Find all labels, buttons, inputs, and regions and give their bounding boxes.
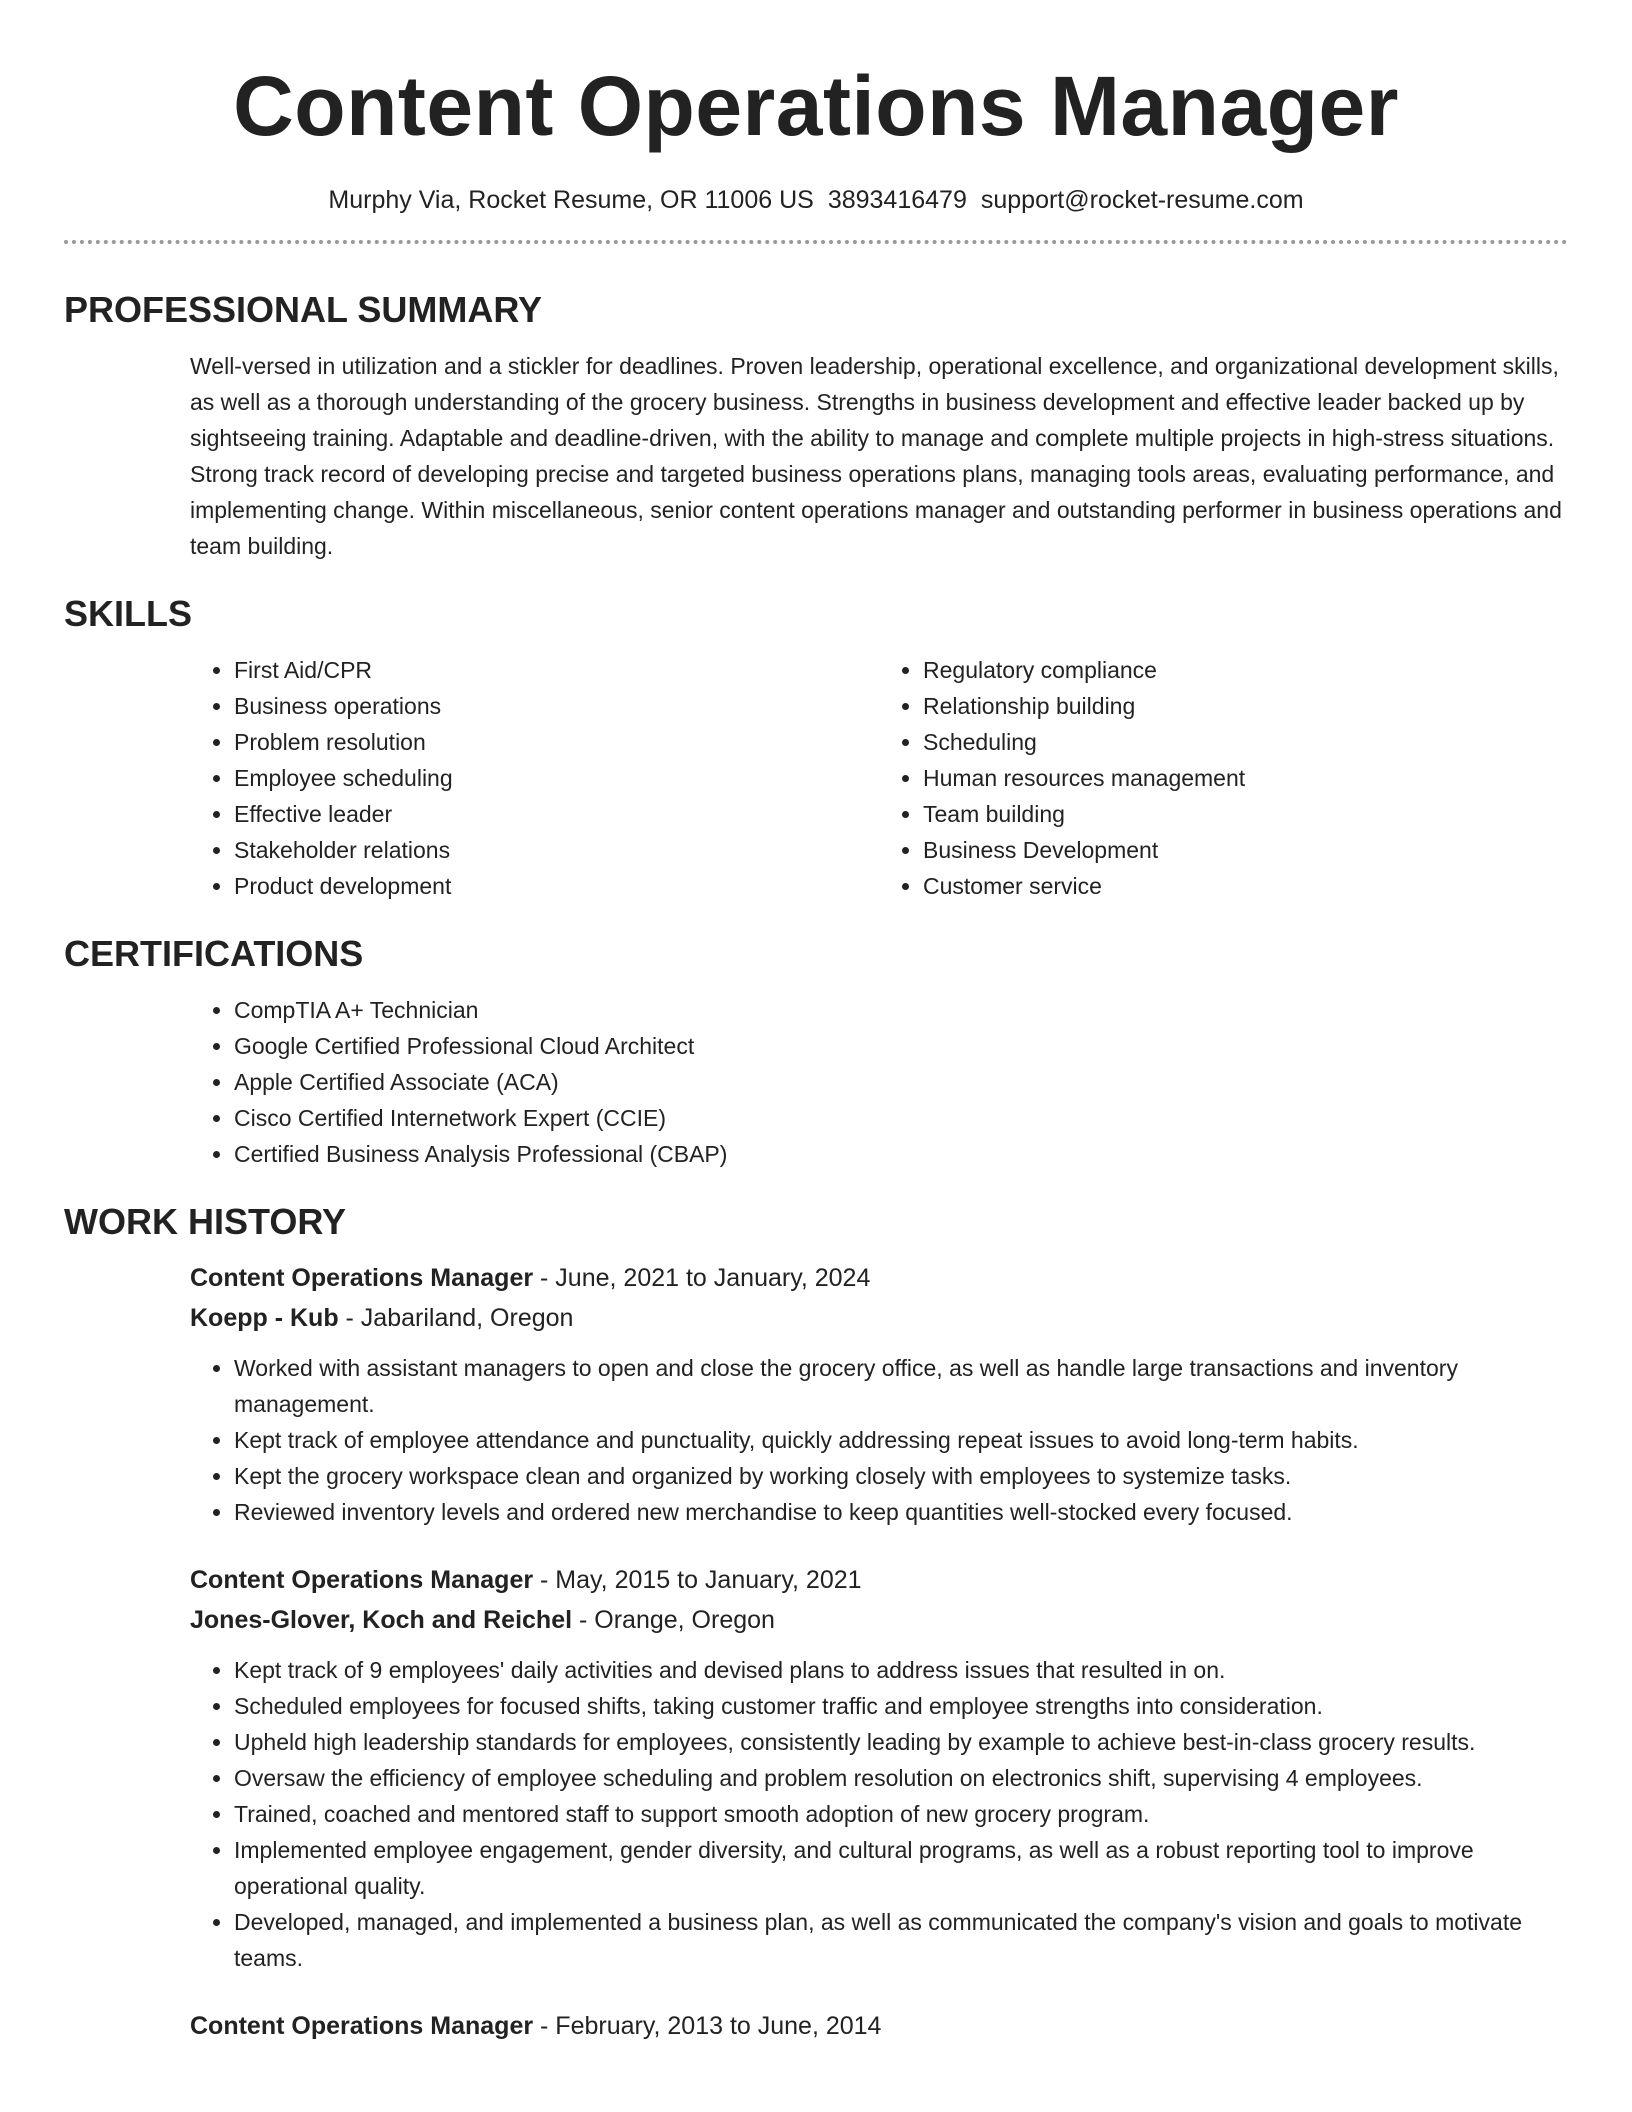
skill-item: • Stakeholder relations <box>234 832 879 868</box>
job-company-line <box>190 1298 1568 1338</box>
job-company: Koepp - Kub <box>190 1304 339 1332</box>
skill-item: • Employee scheduling <box>234 760 879 796</box>
job-dates: - May, 2015 to January, 2021 <box>533 1566 862 1594</box>
contact-address: Murphy Via, Rocket Resume, OR 11006 US <box>328 186 814 214</box>
skill-item: • Business operations <box>234 688 879 724</box>
job-bullet: • Reviewed inventory levels and ordered new merchandise to keep quantities well-stocked every focused. <box>234 1494 1568 1530</box>
job-location: - Jabariland, Oregon <box>338 1304 574 1332</box>
skill-item: • Regulatory compliance <box>923 652 1568 688</box>
skills-heading: SKILLS <box>64 593 193 634</box>
job-bullet: • Kept the grocery workspace clean and organized by working closely with employees to systemize tasks. <box>234 1458 1568 1494</box>
job-title-line <box>190 1560 1568 1600</box>
skill-item: • First Aid/CPR <box>234 652 879 688</box>
job-title-line <box>190 2006 1568 2046</box>
certification-item: • Google Certified Professional Cloud Architect <box>234 1028 1568 1064</box>
job-bullets <box>190 1652 1568 1976</box>
work-history-heading: WORK HISTORY <box>64 1201 347 1242</box>
job-entry <box>190 1560 1568 1976</box>
job-bullet: • Oversaw the efficiency of employee scheduling and problem resolution on electronics shift, supervising 4 employees. <box>234 1760 1568 1796</box>
job-bullet: • Upheld high leadership standards for employees, consistently leading by example to achieve best-in-class grocery results. <box>234 1724 1568 1760</box>
job-bullet: • Kept track of 9 employees' daily activities and devised plans to address issues that resulted in on. <box>234 1652 1568 1688</box>
skill-item: • Scheduling <box>923 724 1568 760</box>
contact-line <box>64 184 1568 216</box>
job-dates: - February, 2013 to June, 2014 <box>533 2012 882 2040</box>
job-bullet: • Worked with assistant managers to open and close the grocery office, as well as handle large transactions and inventory management. <box>234 1350 1568 1422</box>
certification-item: • Apple Certified Associate (ACA) <box>234 1064 1568 1100</box>
job-company-line <box>190 1600 1568 1640</box>
skill-item: • Problem resolution <box>234 724 879 760</box>
resume-name: Content Operations Manager <box>233 59 1399 153</box>
job-company: Jones-Glover, Koch and Reichel <box>190 1606 573 1634</box>
job-entry <box>190 1258 1568 1530</box>
skill-item: • Customer service <box>923 868 1568 904</box>
certification-item: • Certified Business Analysis Professional (CBAP) <box>234 1136 1568 1172</box>
job-title-line <box>190 1258 1568 1298</box>
skill-item: • Team building <box>923 796 1568 832</box>
job-bullet: • Kept track of employee attendance and punctuality, quickly addressing repeat issues to avoid long-term habits. <box>234 1422 1568 1458</box>
job-entry <box>190 2006 1568 2046</box>
summary-heading: PROFESSIONAL SUMMARY <box>64 289 543 330</box>
skill-item: • Product development <box>234 868 879 904</box>
job-location: - Orange, Oregon <box>572 1606 775 1634</box>
job-bullets <box>190 1350 1568 1530</box>
skills-column-right <box>879 652 1568 904</box>
skill-item: • Effective leader <box>234 796 879 832</box>
job-bullet: • Trained, coached and mentored staff to support smooth adoption of new grocery program. <box>234 1796 1568 1832</box>
header-divider <box>64 240 1568 244</box>
job-title: Content Operations Manager <box>190 1264 534 1292</box>
resume-page <box>64 0 1568 2046</box>
job-dates: - June, 2021 to January, 2024 <box>533 1264 871 1292</box>
job-title: Content Operations Manager <box>190 2012 534 2040</box>
certifications-list <box>190 992 1568 1172</box>
skill-item: • Relationship building <box>923 688 1568 724</box>
job-title: Content Operations Manager <box>190 1566 534 1594</box>
contact-phone: 3893416479 <box>827 186 967 214</box>
contact-email: support@rocket-resume.com <box>980 186 1304 214</box>
certification-item: • Cisco Certified Internetwork Expert (CCIE) <box>234 1100 1568 1136</box>
certifications-heading: CERTIFICATIONS <box>64 933 364 974</box>
skill-item: • Business Development <box>923 832 1568 868</box>
summary-text: Well-versed in utilization and a stickler for deadlines. Proven leadership, operational excellence, and organizational development skills, as well as a thorough understanding of the grocery business. Strengths in business development and effective leader backed up by sightseeing training. Adaptable and deadline-driven, with the ability to manage and complete multiple projects in high-stress situations. Strong track record of developing precise and targeted business operations plans, managing tools areas, evaluating performance, and implementing change. Within miscellaneous, senior content operations manager and outstanding performer in business operations and team building. <box>190 353 1562 559</box>
skills-list <box>190 652 1568 904</box>
skills-column-left <box>190 652 879 904</box>
skill-item: • Human resources management <box>923 760 1568 796</box>
job-bullet: • Developed, managed, and implemented a business plan, as well as communicated the company's vision and goals to motivate teams. <box>234 1904 1568 1976</box>
job-bullet: • Implemented employee engagement, gender diversity, and cultural programs, as well as a robust reporting tool to improve operational quality. <box>234 1832 1568 1904</box>
certification-item: • CompTIA A+ Technician <box>234 992 1568 1028</box>
job-bullet: • Scheduled employees for focused shifts, taking customer traffic and employee strengths into consideration. <box>234 1688 1568 1724</box>
